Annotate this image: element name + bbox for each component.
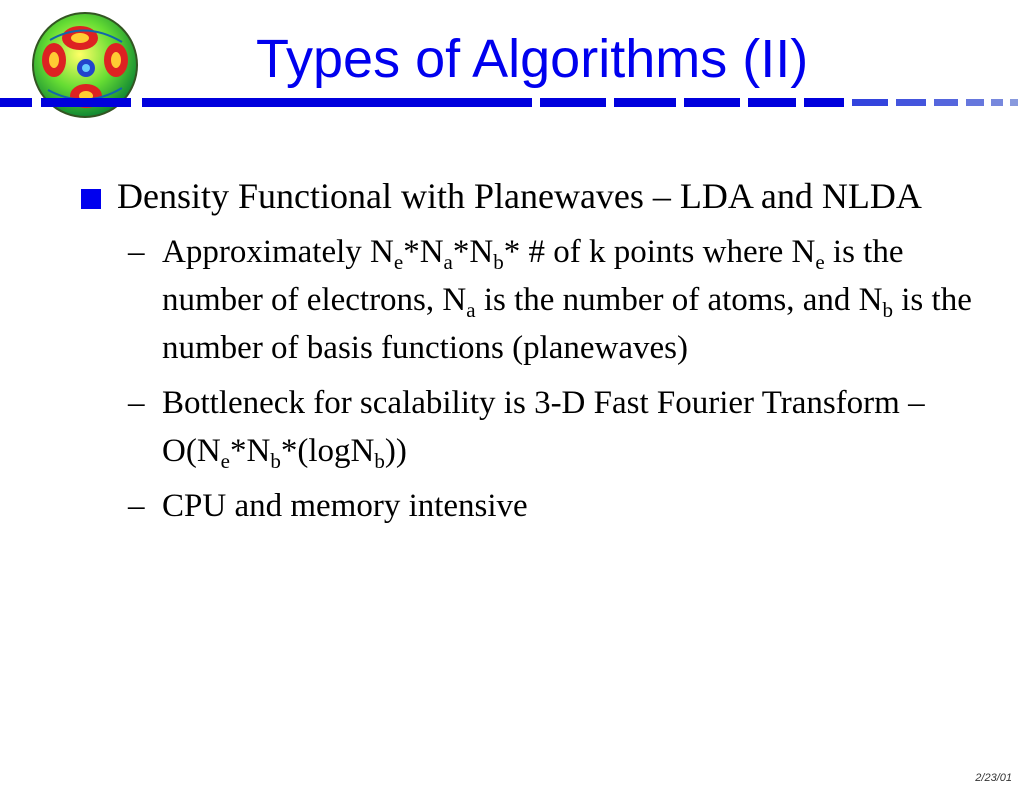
subscript: e [815, 250, 825, 274]
sub-text-part: Approximately N [162, 234, 394, 270]
sub-bullet-item [80, 228, 980, 372]
dash-marker: – [128, 234, 145, 270]
subscript: b [882, 298, 894, 322]
bullet-item [80, 172, 980, 220]
subscript: b [374, 449, 385, 473]
sub-bullet-item [80, 482, 980, 530]
subscript: b [270, 449, 281, 473]
sub-text-part: Bottleneck for scalability is 3-D Fast Fourier Transform – O(N [162, 385, 925, 469]
subscript: e [220, 449, 230, 473]
bullet-text: Density Functional with Planewaves – LDA and NLDA [117, 176, 922, 216]
subscript: a [443, 250, 453, 274]
sub-text-part: * # of k points where N [503, 234, 816, 270]
sub-text-part: is the number of basis functions (planewaves) [162, 282, 972, 366]
dash-marker: – [128, 385, 145, 421]
subscript: e [393, 250, 404, 274]
square-bullet-icon [81, 189, 101, 209]
subscript: b [493, 250, 504, 274]
title-divider [0, 96, 1024, 110]
sub-bullet-list [80, 228, 980, 530]
slide-body [80, 172, 980, 537]
slide-date: 2/23/01 [975, 772, 1012, 784]
sub-text-part: )) [384, 433, 407, 469]
sub-text-part: CPU and memory intensive [162, 488, 528, 524]
slide-title: Types of Algorithms (II) [256, 29, 809, 89]
dash-marker: – [128, 488, 145, 524]
sub-text-part: is the number of electrons, N [162, 234, 904, 318]
sub-bullet-item [80, 379, 980, 475]
sub-text-part: *N [229, 433, 271, 469]
sub-text-part: *(logN [280, 433, 375, 469]
subscript: a [466, 298, 476, 322]
sub-text-part: *N [452, 234, 494, 270]
sub-text-part: *N [403, 234, 444, 270]
sub-text-part: is the number of atoms, and N [475, 282, 883, 318]
